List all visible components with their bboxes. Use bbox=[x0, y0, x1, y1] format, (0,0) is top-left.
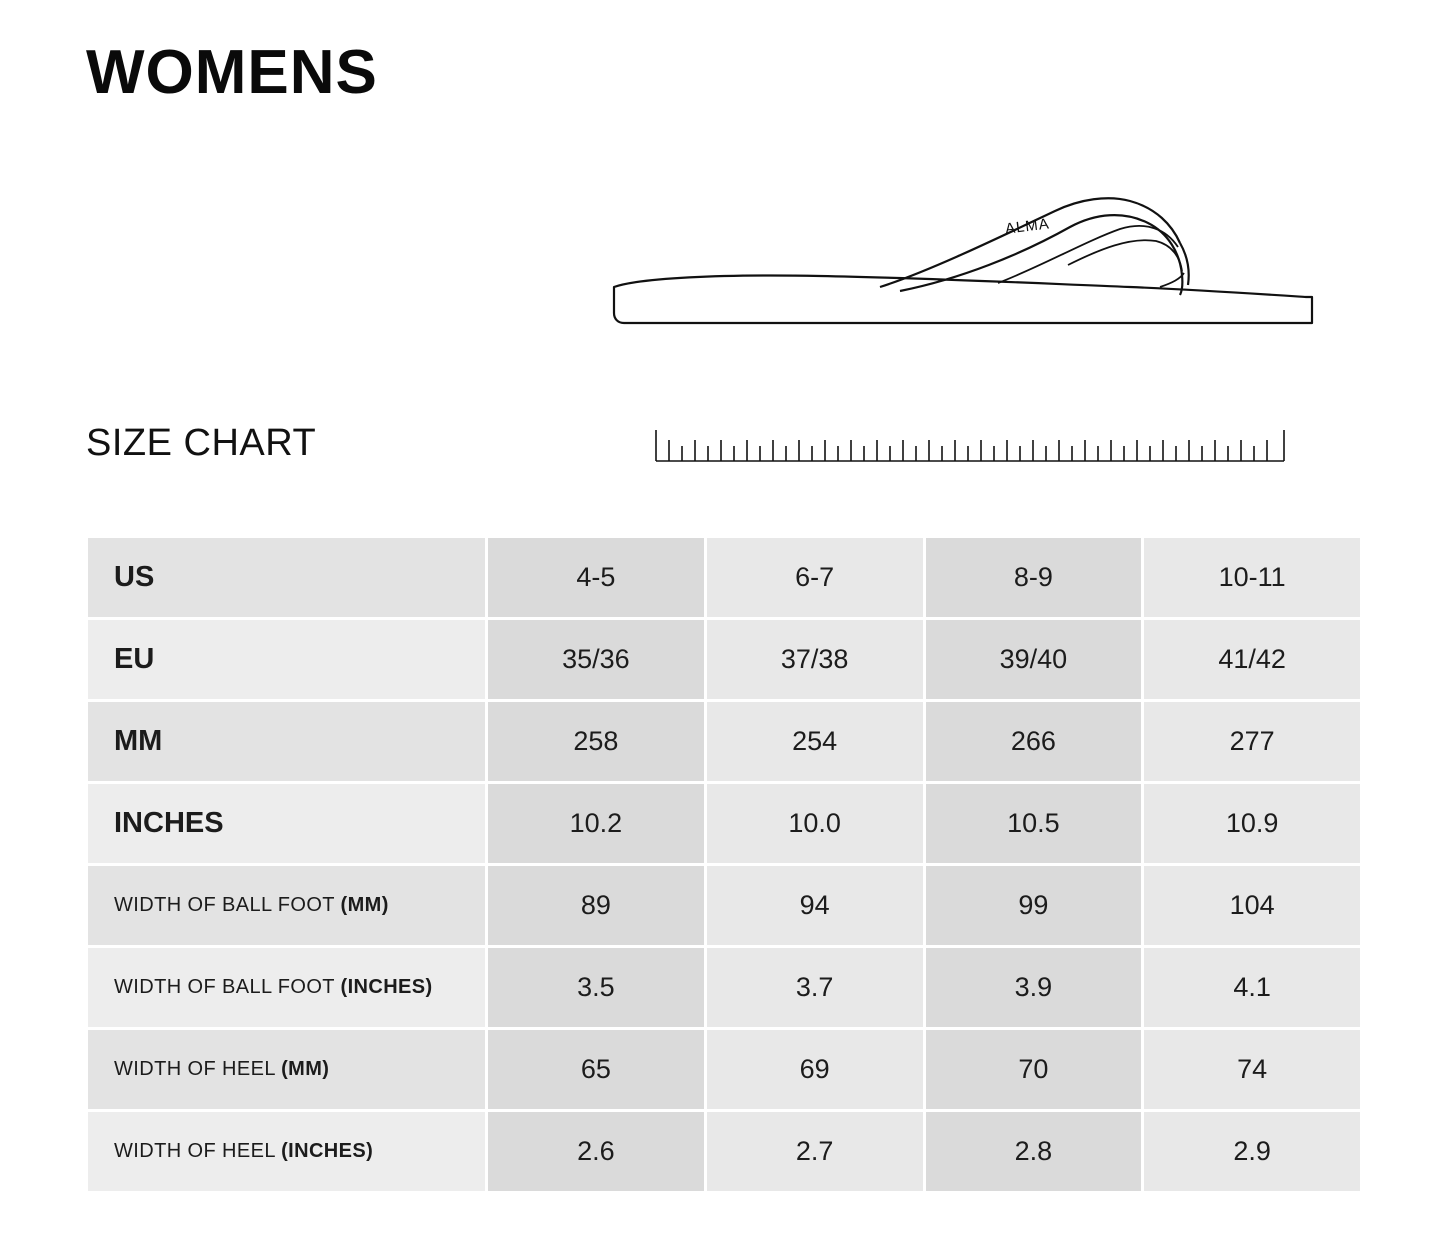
row-value: 2.9 bbox=[1143, 1111, 1362, 1193]
row-value: 94 bbox=[705, 865, 924, 947]
size-chart-table bbox=[85, 535, 1363, 1194]
row-label bbox=[87, 865, 487, 947]
ruler-scale-icon bbox=[655, 428, 1285, 468]
row-label-text: WIDTH OF BALL FOOT bbox=[114, 894, 341, 916]
table-row bbox=[87, 619, 1362, 701]
row-value: 39/40 bbox=[924, 619, 1143, 701]
table-row bbox=[87, 537, 1362, 619]
row-label-unit: (MM) bbox=[281, 1058, 330, 1080]
row-value: 41/42 bbox=[1143, 619, 1362, 701]
row-label: US bbox=[87, 537, 487, 619]
row-value: 6-7 bbox=[705, 537, 924, 619]
ruler-svg bbox=[655, 428, 1285, 468]
row-value: 99 bbox=[924, 865, 1143, 947]
table-row bbox=[87, 701, 1362, 783]
row-value: 37/38 bbox=[705, 619, 924, 701]
table-row bbox=[87, 947, 1362, 1029]
page-title: WOMENS bbox=[86, 38, 378, 107]
row-value: 10-11 bbox=[1143, 537, 1362, 619]
row-label-unit: (INCHES) bbox=[340, 976, 433, 998]
table-row bbox=[87, 865, 1362, 947]
brand-label: ALMA bbox=[1004, 215, 1051, 238]
row-label bbox=[87, 1029, 487, 1111]
row-value: 254 bbox=[705, 701, 924, 783]
row-value: 2.6 bbox=[487, 1111, 706, 1193]
row-value: 266 bbox=[924, 701, 1143, 783]
row-label-unit: (INCHES) bbox=[281, 1140, 374, 1162]
row-value: 104 bbox=[1143, 865, 1362, 947]
row-label bbox=[87, 1111, 487, 1193]
row-value: 3.7 bbox=[705, 947, 924, 1029]
row-label: EU bbox=[87, 619, 487, 701]
section-label: SIZE CHART bbox=[86, 422, 317, 464]
row-label-text: WIDTH OF HEEL bbox=[114, 1140, 282, 1162]
row-label bbox=[87, 947, 487, 1029]
row-value: 10.5 bbox=[924, 783, 1143, 865]
row-value: 35/36 bbox=[487, 619, 706, 701]
table-row bbox=[87, 783, 1362, 865]
row-value: 4-5 bbox=[487, 537, 706, 619]
row-value: 10.2 bbox=[487, 783, 706, 865]
row-value: 3.5 bbox=[487, 947, 706, 1029]
row-label-text: WIDTH OF HEEL bbox=[114, 1058, 282, 1080]
row-label-unit: (MM) bbox=[340, 894, 389, 916]
flip-flop-sandal-illustration bbox=[600, 175, 1340, 350]
row-label-text: WIDTH OF BALL FOOT bbox=[114, 976, 341, 998]
row-value: 258 bbox=[487, 701, 706, 783]
row-value: 2.7 bbox=[705, 1111, 924, 1193]
row-value: 65 bbox=[487, 1029, 706, 1111]
row-label: INCHES bbox=[87, 783, 487, 865]
table-row bbox=[87, 1111, 1362, 1193]
row-value: 69 bbox=[705, 1029, 924, 1111]
sandal-svg bbox=[600, 175, 1340, 350]
row-value: 10.9 bbox=[1143, 783, 1362, 865]
row-label: MM bbox=[87, 701, 487, 783]
row-value: 3.9 bbox=[924, 947, 1143, 1029]
row-value: 70 bbox=[924, 1029, 1143, 1111]
row-value: 277 bbox=[1143, 701, 1362, 783]
row-value: 8-9 bbox=[924, 537, 1143, 619]
table-row bbox=[87, 1029, 1362, 1111]
row-value: 74 bbox=[1143, 1029, 1362, 1111]
row-value: 4.1 bbox=[1143, 947, 1362, 1029]
row-value: 10.0 bbox=[705, 783, 924, 865]
row-value: 2.8 bbox=[924, 1111, 1143, 1193]
row-value: 89 bbox=[487, 865, 706, 947]
